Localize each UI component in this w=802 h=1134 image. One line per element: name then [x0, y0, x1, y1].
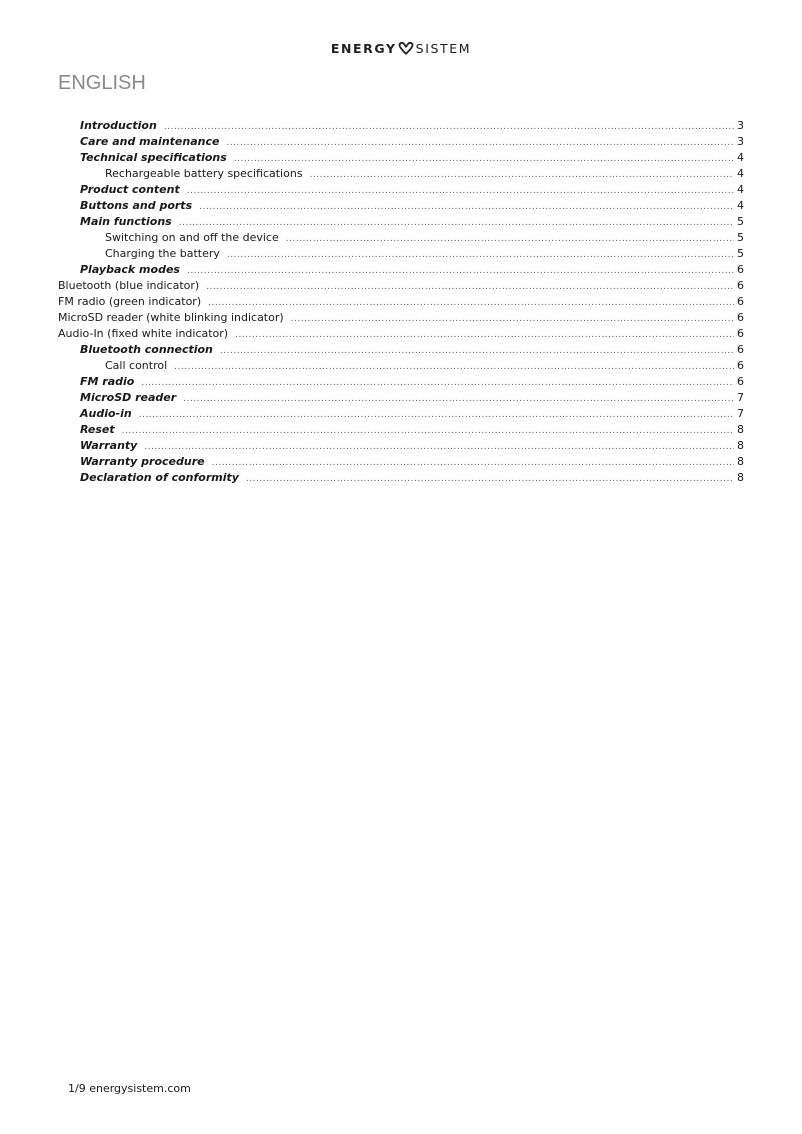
toc-entry-title: Switching on and off the device — [105, 231, 279, 244]
toc-entry[interactable] — [58, 166, 744, 182]
toc-entry[interactable] — [58, 454, 744, 470]
toc-entry-title: Playback modes — [80, 263, 180, 276]
toc-dot-leader — [164, 119, 734, 135]
toc-entry-title: Bluetooth connection — [80, 343, 213, 356]
toc-dot-leader — [139, 407, 734, 423]
toc-entry[interactable] — [58, 262, 744, 278]
toc-entry-title: Introduction — [80, 119, 157, 132]
toc-entry[interactable] — [58, 230, 744, 246]
toc-entry-title: Warranty — [80, 439, 138, 452]
toc-dot-leader — [234, 151, 734, 167]
toc-dot-leader — [179, 215, 734, 231]
toc-entry-title: MicroSD reader (white blinking indicator) — [58, 311, 284, 324]
toc-entry[interactable] — [58, 374, 744, 390]
toc-entry-title: Reset — [80, 423, 115, 436]
heart-check-icon — [398, 42, 414, 55]
toc-entry-title: Charging the battery — [105, 247, 220, 260]
toc-entry[interactable] — [58, 406, 744, 422]
toc-entry-page: 4 — [737, 167, 744, 180]
toc-entry-page: 7 — [737, 391, 744, 404]
toc-entry-title: Bluetooth (blue indicator) — [58, 279, 200, 292]
toc-entry-title: Main functions — [80, 215, 172, 228]
toc-entry[interactable] — [58, 470, 744, 486]
toc-entry[interactable] — [58, 326, 744, 342]
toc-entry-title: Declaration of conformity — [80, 471, 239, 484]
toc-entry-title: Care and maintenance — [80, 135, 220, 148]
toc-dot-leader — [144, 439, 734, 455]
toc-entry-title: Warranty procedure — [80, 455, 205, 468]
toc-entry[interactable] — [58, 278, 744, 294]
toc-entry-page: 6 — [737, 279, 744, 292]
logo-text-sistem: SISTEM — [415, 41, 472, 56]
toc-dot-leader — [206, 279, 734, 295]
toc-dot-leader — [183, 391, 734, 407]
toc-dot-leader — [227, 247, 734, 263]
toc-dot-leader — [141, 375, 734, 391]
toc-entry-page: 6 — [737, 375, 744, 388]
table-of-contents — [58, 118, 744, 486]
toc-dot-leader — [226, 135, 734, 151]
toc-entry-page: 6 — [737, 327, 744, 340]
toc-entry[interactable] — [58, 214, 744, 230]
toc-entry-title: Buttons and ports — [80, 199, 193, 212]
toc-dot-leader — [187, 183, 734, 199]
brand-logo — [0, 41, 802, 57]
toc-entry-page: 8 — [737, 455, 744, 468]
toc-entry-page: 4 — [737, 151, 744, 164]
toc-dot-leader — [174, 359, 734, 375]
logo-text-energy: ENERGY — [330, 41, 397, 56]
toc-entry-page: 3 — [737, 119, 744, 132]
toc-entry[interactable] — [58, 438, 744, 454]
toc-dot-leader — [199, 199, 734, 215]
toc-entry[interactable] — [58, 342, 744, 358]
toc-entry-page: 6 — [737, 263, 744, 276]
toc-dot-leader — [310, 167, 734, 183]
toc-entry-page: 4 — [737, 183, 744, 196]
toc-entry[interactable] — [58, 310, 744, 326]
toc-dot-leader — [291, 311, 734, 327]
toc-entry-page: 8 — [737, 471, 744, 484]
toc-entry-title: Rechargeable battery specifications — [105, 167, 303, 180]
toc-entry[interactable] — [58, 358, 744, 374]
toc-dot-leader — [212, 455, 734, 471]
toc-entry-page: 4 — [737, 199, 744, 212]
toc-entry-title: FM radio — [80, 375, 135, 388]
toc-entry-page: 8 — [737, 439, 744, 452]
toc-dot-leader — [235, 327, 734, 343]
toc-dot-leader — [208, 295, 734, 311]
toc-entry-title: Technical specifications — [80, 151, 227, 164]
toc-entry-title: Audio-In (fixed white indicator) — [58, 327, 229, 340]
toc-entry-page: 6 — [737, 311, 744, 324]
language-title: ENGLISH — [58, 72, 146, 94]
toc-entry[interactable] — [58, 134, 744, 150]
toc-dot-leader — [187, 263, 734, 279]
toc-entry-page: 6 — [737, 359, 744, 372]
toc-entry[interactable] — [58, 390, 744, 406]
toc-entry-page: 7 — [737, 407, 744, 420]
toc-entry-title: MicroSD reader — [80, 391, 177, 404]
toc-dot-leader — [220, 343, 734, 359]
toc-entry[interactable] — [58, 422, 744, 438]
toc-entry[interactable] — [58, 118, 744, 134]
toc-entry-title: Product content — [80, 183, 180, 196]
toc-entry[interactable] — [58, 294, 744, 310]
page-footer: 1/9 energysistem.com — [68, 1082, 191, 1095]
toc-dot-leader — [122, 423, 734, 439]
toc-entry-title: Audio-in — [80, 407, 132, 420]
toc-entry-page: 6 — [737, 343, 744, 356]
toc-entry-title: Call control — [105, 359, 168, 372]
toc-entry[interactable] — [58, 198, 744, 214]
toc-entry-page: 6 — [737, 295, 744, 308]
toc-entry-page: 5 — [737, 215, 744, 228]
toc-entry-title: FM radio (green indicator) — [58, 295, 202, 308]
toc-entry-page: 5 — [737, 231, 744, 244]
toc-entry[interactable] — [58, 246, 744, 262]
toc-entry-page: 8 — [737, 423, 744, 436]
toc-entry[interactable] — [58, 150, 744, 166]
toc-entry-page: 3 — [737, 135, 744, 148]
toc-dot-leader — [286, 231, 734, 247]
toc-entry-page: 5 — [737, 247, 744, 260]
toc-entry[interactable] — [58, 182, 744, 198]
toc-dot-leader — [246, 471, 734, 487]
